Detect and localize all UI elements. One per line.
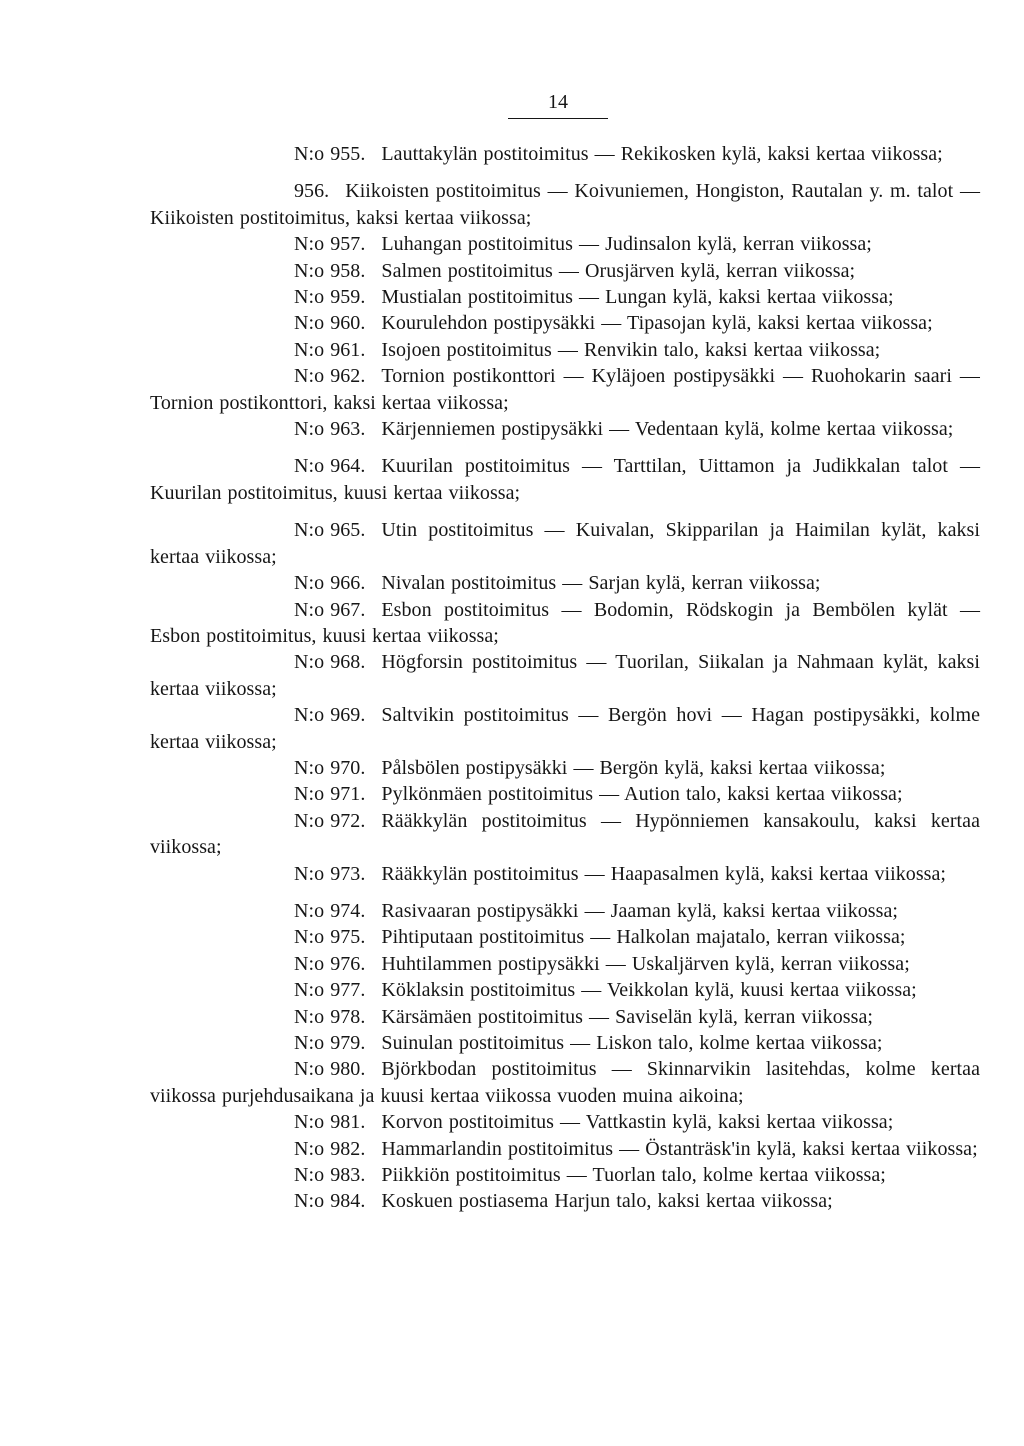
entry-number: N:o 967.	[294, 598, 366, 621]
entry-974	[150, 898, 980, 924]
entry-number: N:o 958.	[294, 259, 366, 282]
entry-number: 956.	[294, 180, 330, 203]
entry-number: N:o 957.	[294, 233, 366, 256]
entry-text: Utin postitoimitus — Kuivalan, Skipparilan ja Haimilan kylät, kaksi kertaa viikossa;	[150, 519, 980, 568]
entry-number: N:o 962.	[294, 365, 366, 388]
header-rule	[508, 118, 608, 119]
entry-number: N:o 982.	[294, 1137, 366, 1160]
entry-text: Esbon postitoimitus — Bodomin, Rödskogin ja Bembölen kylät — Esbon postitoimitus, kuusi kertaa viikossa;	[150, 598, 980, 647]
entry-972	[150, 808, 980, 861]
entry-960	[150, 310, 980, 336]
entry-983	[150, 1162, 980, 1188]
entry-number: N:o 976.	[294, 952, 366, 975]
entry-text: Pålsbölen postipysäkki — Bergön kylä, kaksi kertaa viikossa;	[381, 756, 886, 779]
entry-965	[150, 517, 980, 570]
entry-number: N:o 981.	[294, 1111, 366, 1134]
entry-text: Korvon postitoimitus — Vattkastin kylä, kaksi kertaa viikossa;	[381, 1111, 894, 1134]
entry-text: Rääkkylän postitoimitus — Hypönniemen kansakoulu, kaksi kertaa viikossa;	[150, 809, 980, 859]
entry-966	[150, 570, 980, 596]
entry-number: N:o 955.	[294, 143, 366, 165]
entry-text: Saltvikin postitoimitus — Bergön hovi — Hagan postipysäkki, kolme kertaa viikossa;	[150, 704, 980, 753]
entry-text: Kärsämäen postitoimitus — Saviselän kylä, kerran viikossa;	[381, 1005, 873, 1028]
entry-973	[150, 861, 980, 887]
entry-number: N:o 972.	[294, 809, 366, 832]
entry-text: Kärjenniemen postipysäkki — Vedentaan kylä, kolme kertaa viikossa;	[381, 418, 954, 441]
entry-957	[150, 231, 980, 257]
entry-number: N:o 974.	[294, 899, 366, 922]
entry-976	[150, 951, 980, 977]
entry-958	[150, 258, 980, 284]
entry-text: Köklaksin postitoimitus — Veikkolan kylä, kuusi kertaa viikossa;	[381, 979, 917, 1002]
entry-number: N:o 971.	[294, 783, 366, 806]
entry-963	[150, 416, 980, 442]
entry-975	[150, 924, 980, 950]
entry-text: Kiikoisten postitoimitus — Koivuniemen, Hongiston, Rautalan y. m. talot — Kiikoisten postitoimitus, kaksi kertaa viikossa;	[150, 180, 980, 229]
entry-980	[150, 1056, 980, 1109]
entry-text: Huhtilammen postipysäkki — Uskaljärven kylä, kerran viikossa;	[381, 952, 910, 975]
entry-text: Luhangan postitoimitus — Judinsalon kylä, kerran viikossa;	[381, 233, 872, 256]
entry-977	[150, 977, 980, 1003]
entry-number: N:o 960.	[294, 312, 366, 335]
entry-964	[150, 453, 980, 506]
entry-text: Nivalan postitoimitus — Sarjan kylä, kerran viikossa;	[381, 572, 821, 595]
entry-text: Björkbodan postitoimitus — Skinnarvikin lasitehdas, kolme kertaa viikossa purjehdusaikana ja kuusi kertaa viikossa vuoden muina aikoina;	[150, 1058, 980, 1107]
entry-number: N:o 968.	[294, 651, 366, 674]
entry-text: Salmen postitoimitus — Orusjärven kylä, kerran viikossa;	[381, 259, 856, 282]
entry-number: N:o 984.	[294, 1190, 366, 1213]
entry-text: Rasivaaran postipysäkki — Jaaman kylä, kaksi kertaa viikossa;	[381, 899, 898, 922]
entry-961	[150, 337, 980, 363]
entry-981	[150, 1109, 980, 1135]
entry-971	[150, 781, 980, 807]
entry-text: Kourulehdon postipysäkki — Tipasojan kylä, kaksi kertaa viikossa;	[381, 312, 933, 335]
entry-text: Suinulan postitoimitus — Liskon talo, kolme kertaa viikossa;	[381, 1032, 883, 1054]
entry-number: N:o 961.	[294, 338, 366, 361]
entry-text: Mustialan postitoimitus — Lungan kylä, kaksi kertaa viikossa;	[381, 286, 894, 309]
entry-number: N:o 979.	[294, 1032, 366, 1054]
entry-978	[150, 1004, 980, 1030]
entry-text: Högforsin postitoimitus — Tuorilan, Siikalan ja Nahmaan kylät, kaksi kertaa viikossa;	[150, 651, 980, 700]
entry-text: Piikkiön postitoimitus — Tuorlan talo, kolme kertaa viikossa;	[381, 1164, 886, 1187]
entry-text: Kuurilan postitoimitus — Tarttilan, Uittamon ja Judikkalan talot — Kuurilan postitoimitus, kuusi kertaa viikossa;	[150, 455, 980, 504]
entry-text: Lauttakylän postitoimitus — Rekikosken kylä, kaksi kertaa viikossa;	[381, 143, 943, 165]
entry-number: N:o 975.	[294, 926, 366, 949]
entry-967	[150, 597, 980, 650]
entry-968	[150, 649, 980, 702]
entry-984	[150, 1188, 980, 1214]
entry-number: N:o 977.	[294, 979, 366, 1002]
entry-number: N:o 965.	[294, 519, 366, 542]
entry-list	[150, 141, 980, 1215]
page-header	[508, 92, 608, 119]
entry-text: Pylkönmäen postitoimitus — Aution talo, kaksi kertaa viikossa;	[381, 783, 903, 806]
entry-979	[150, 1030, 980, 1056]
entry-number: N:o 983.	[294, 1164, 366, 1187]
entry-text: Pihtiputaan postitoimitus — Halkolan majatalo, kerran viikossa;	[381, 926, 906, 949]
entry-number: N:o 970.	[294, 756, 366, 779]
entry-number: N:o 959.	[294, 286, 366, 309]
entry-text: Hammarlandin postitoimitus — Östanträsk'in kylä, kaksi kertaa viikossa;	[381, 1137, 978, 1160]
entry-text: Koskuen postiasema Harjun talo, kaksi kertaa viikossa;	[381, 1190, 833, 1213]
entry-982	[150, 1136, 980, 1162]
entry-text: Tornion postikonttori — Kyläjoen postipysäkki — Ruohokarin saari — Tornion postikonttori, kaksi kertaa viikossa;	[150, 365, 980, 414]
entry-969	[150, 702, 980, 755]
entry-number: N:o 966.	[294, 572, 366, 595]
entry-number: N:o 980.	[294, 1058, 366, 1081]
entry-number: N:o 978.	[294, 1005, 366, 1028]
entry-959	[150, 284, 980, 310]
entry-955	[150, 141, 980, 167]
page-number: 14	[548, 91, 568, 113]
entry-970	[150, 755, 980, 781]
entry-text: Rääkkylän postitoimitus — Haapasalmen kylä, kaksi kertaa viikossa;	[381, 862, 947, 885]
entry-number: N:o 964.	[294, 455, 366, 478]
entry-number: N:o 973.	[294, 862, 366, 885]
entry-956	[150, 178, 980, 231]
entry-962	[150, 363, 980, 416]
entry-text: Isojoen postitoimitus — Renvikin talo, kaksi kertaa viikossa;	[381, 338, 881, 361]
entry-number: N:o 963.	[294, 418, 366, 441]
entry-number: N:o 969.	[294, 704, 366, 727]
